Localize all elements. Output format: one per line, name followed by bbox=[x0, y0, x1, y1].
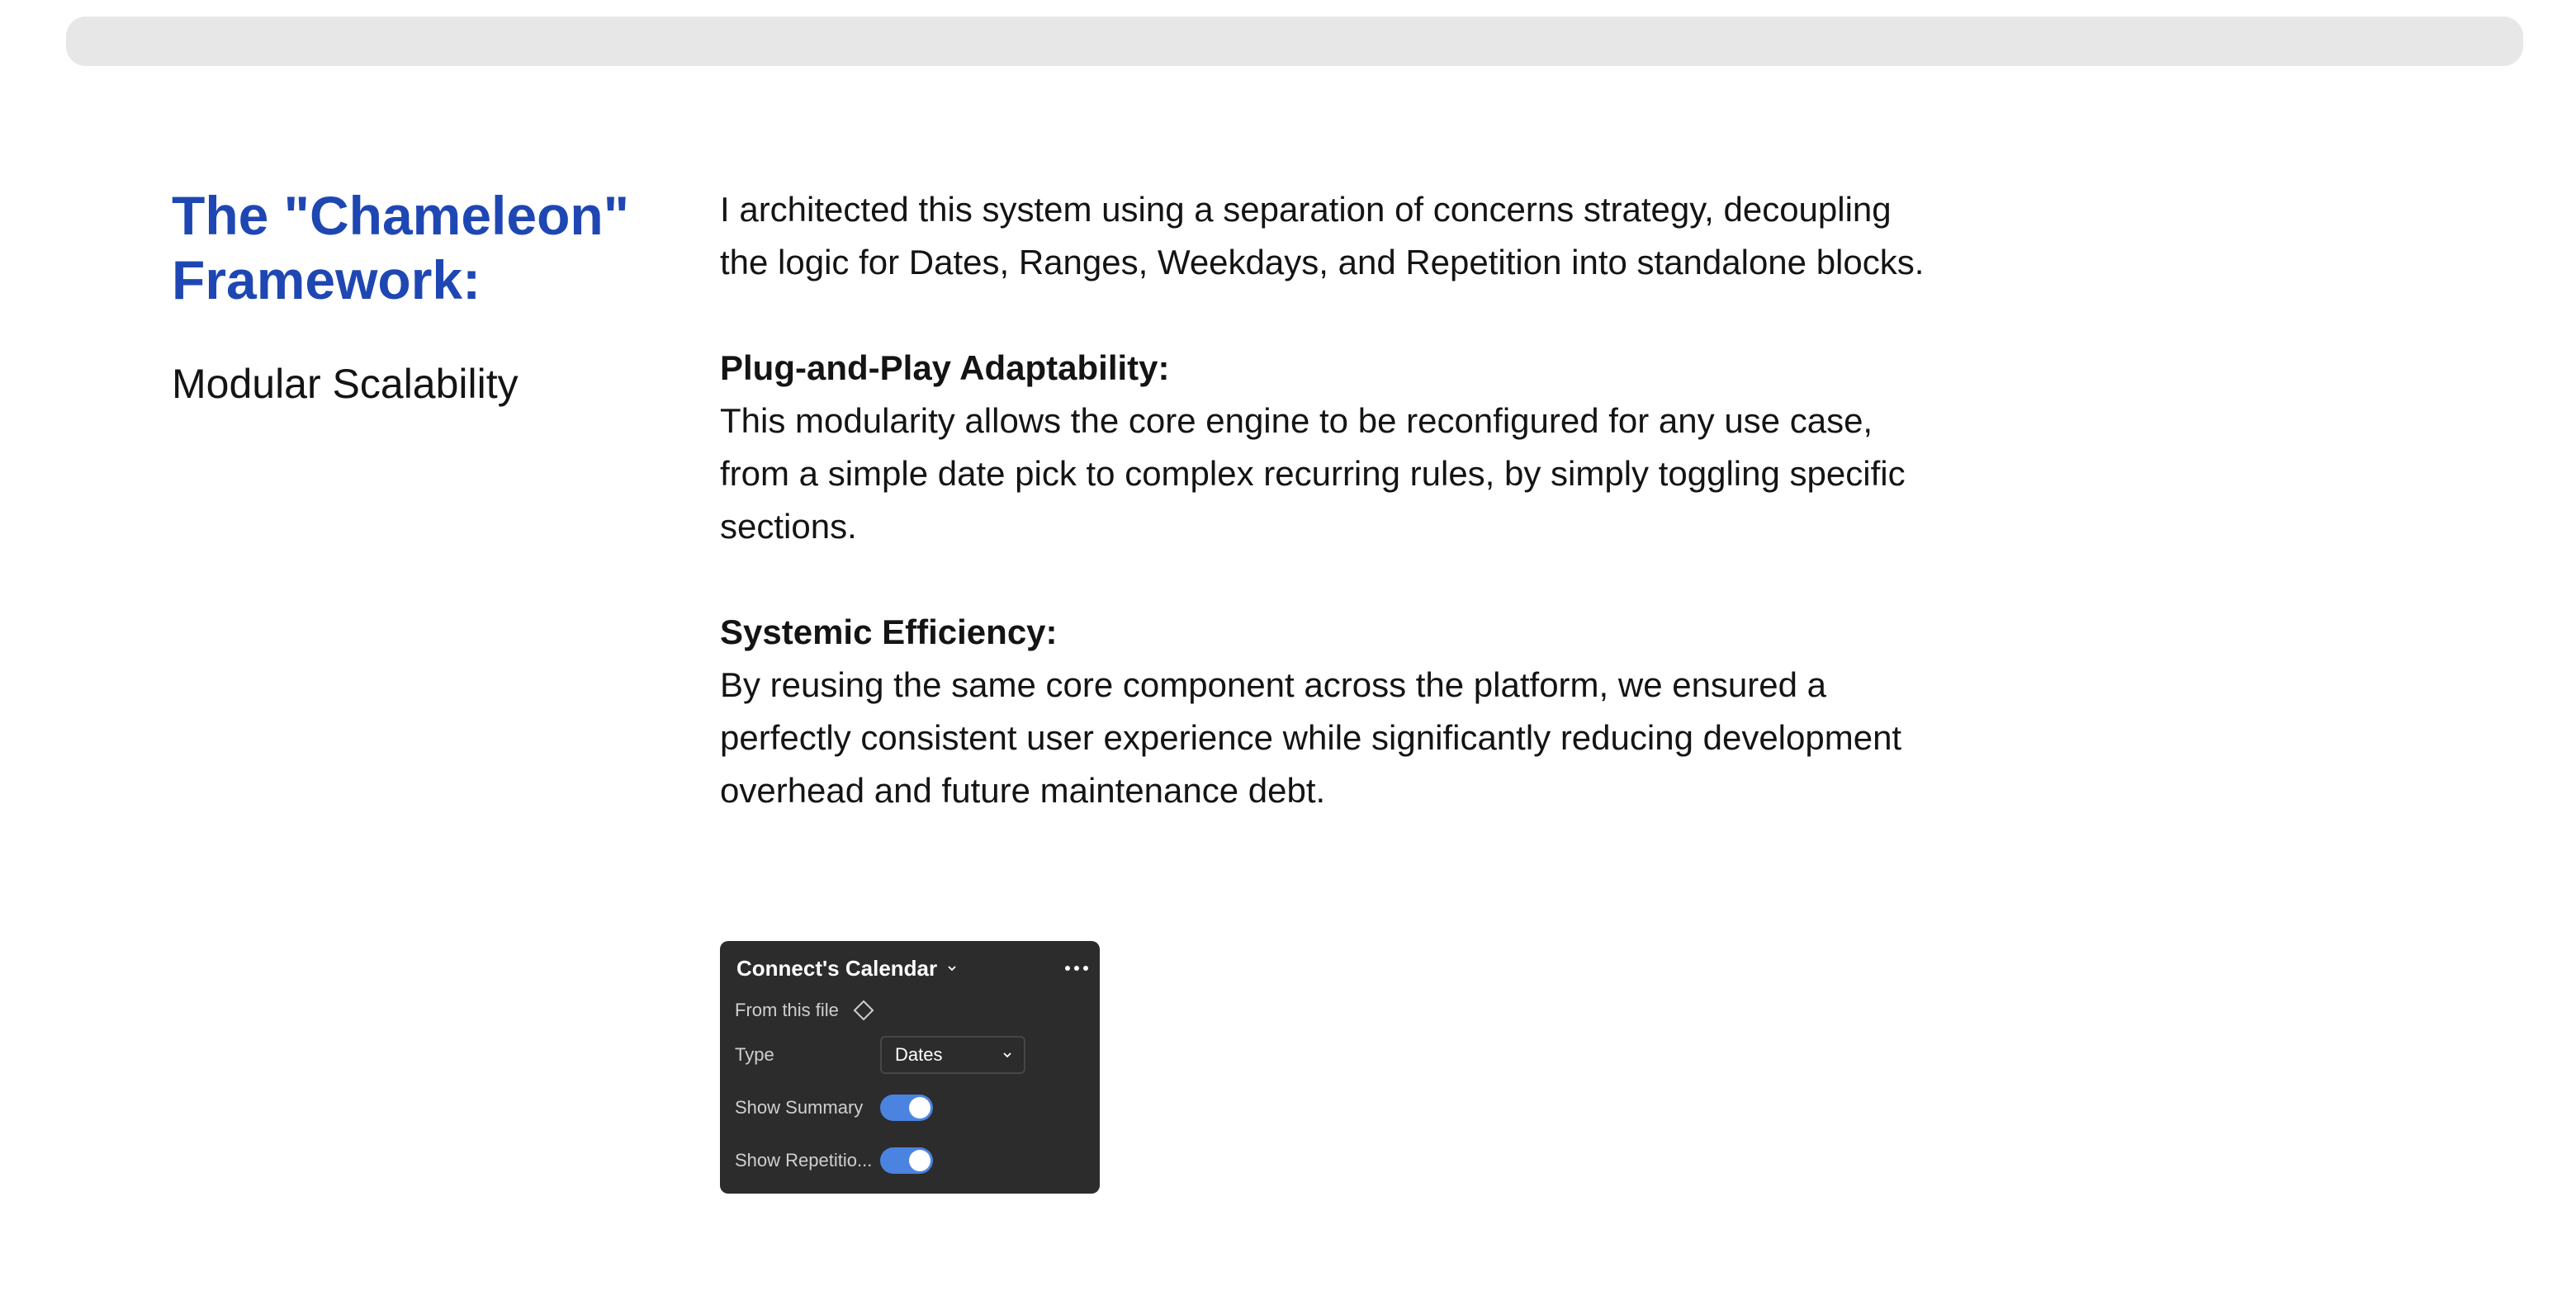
show-summary-toggle[interactable] bbox=[880, 1095, 933, 1121]
component-name[interactable]: Connect's Calendar bbox=[736, 955, 938, 981]
toggle-knob bbox=[909, 1150, 930, 1171]
section-heading-text: Plug-and-Play Adaptability: bbox=[720, 348, 1170, 387]
section-body-text: This modularity allows the core engine to be reconfigured for any use case, from a simple date pick to complex recurring rules, by simply toggling specific sections. bbox=[720, 401, 1906, 546]
source-row bbox=[735, 991, 1085, 1030]
show-summary-label: Show Summary bbox=[735, 1097, 864, 1118]
chevron-down-icon[interactable] bbox=[947, 965, 957, 972]
section-body-text: By reusing the same core component across the platform, we ensured a perfectly consistent user experience while significantly reducing development overhead and future maintenance debt. bbox=[720, 665, 1902, 810]
type-row bbox=[735, 1035, 1085, 1075]
chevron-down-icon bbox=[1002, 1052, 1012, 1058]
show-repetition-label: Show Repetitio... bbox=[735, 1150, 873, 1170]
component-properties-panel bbox=[720, 941, 1100, 1194]
toggle-knob bbox=[909, 1097, 930, 1118]
section-heading-text: Systemic Efficiency: bbox=[720, 612, 1058, 651]
more-options-icon[interactable] bbox=[1065, 966, 1088, 971]
section-paragraph bbox=[720, 606, 1925, 817]
panel-header bbox=[736, 949, 1088, 987]
component-diamond-icon[interactable] bbox=[852, 999, 875, 1022]
section-paragraph bbox=[720, 342, 1925, 553]
show-repetition-row bbox=[735, 1141, 1085, 1180]
intro-paragraph: I architected this system using a separation of concerns strategy, decoupling the logic for Dates, Ranges, Weekdays, and Repetition into standalone blocks. bbox=[720, 190, 1925, 281]
page-title: The "Chameleon" Framework: bbox=[172, 185, 630, 310]
type-value: Dates bbox=[895, 1044, 943, 1065]
page-subtitle: Modular Scalability bbox=[172, 361, 519, 407]
type-select[interactable] bbox=[880, 1036, 1025, 1074]
show-summary-row bbox=[735, 1088, 1085, 1128]
top-bar bbox=[66, 17, 2523, 66]
source-label: From this file bbox=[735, 1000, 839, 1020]
body-content bbox=[720, 183, 1925, 817]
type-label: Type bbox=[735, 1044, 774, 1065]
show-repetition-toggle[interactable] bbox=[880, 1147, 933, 1174]
section-heading bbox=[172, 183, 667, 409]
